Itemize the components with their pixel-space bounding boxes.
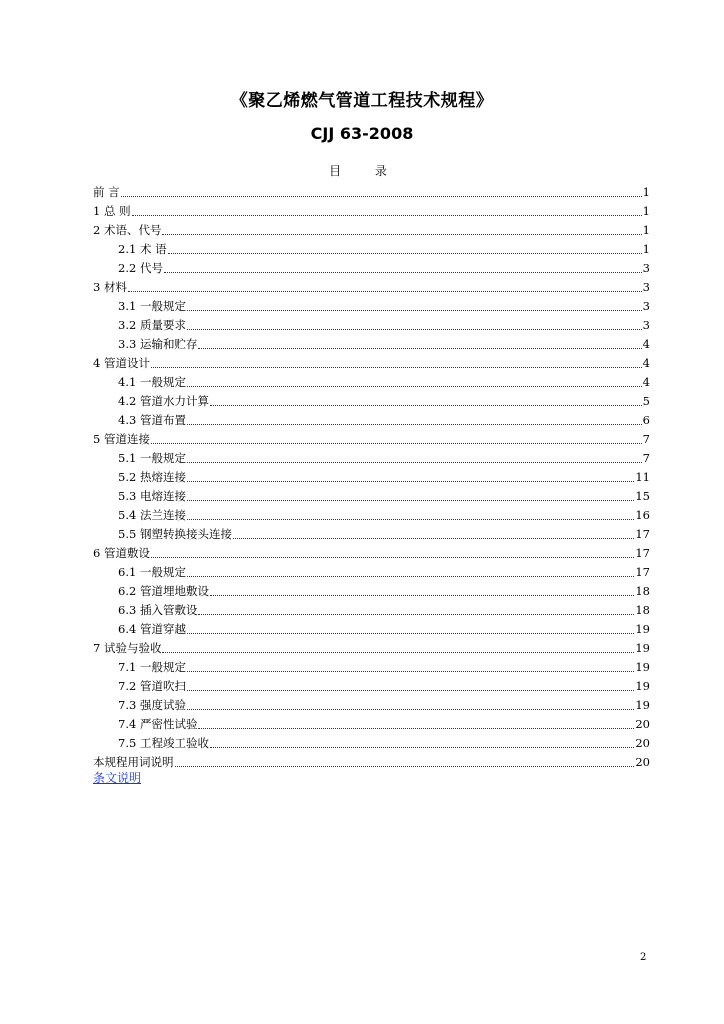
toc-entry-label: 6.1 一般规定 xyxy=(118,565,186,579)
toc-entry-label: 4 管道设计 xyxy=(93,356,150,370)
toc-entry-page: 1 xyxy=(642,204,650,218)
toc-entry-page: 4 xyxy=(642,356,650,370)
toc-entry[interactable] xyxy=(93,619,650,638)
toc-dot-leader xyxy=(198,614,634,615)
toc-entry-label: 7 试验与验收 xyxy=(93,641,162,655)
toc-entry-page: 17 xyxy=(635,546,650,560)
toc-entry-page: 19 xyxy=(635,660,650,674)
toc-entry[interactable] xyxy=(93,676,650,695)
toc-dot-leader xyxy=(187,310,642,311)
document-title: 《聚乙烯燃气管道工程技术规程》 xyxy=(230,91,494,111)
toc-entry[interactable] xyxy=(93,581,650,600)
toc-entry[interactable] xyxy=(93,695,650,714)
toc-entry[interactable] xyxy=(93,714,650,733)
toc-dot-leader xyxy=(175,766,635,767)
toc-entry[interactable] xyxy=(93,277,650,296)
toc-entry-label: 5 管道连接 xyxy=(93,432,150,446)
toc-entry-label: 3.3 运输和贮存 xyxy=(118,337,198,351)
toc-entry-page: 18 xyxy=(635,603,650,617)
toc-dot-leader xyxy=(187,576,634,577)
provision-explanation-link[interactable]: 条文说明 xyxy=(93,771,142,785)
page-number: 2 xyxy=(640,952,647,963)
toc-entry-label: 本规程用词说明 xyxy=(93,755,174,769)
toc-entry[interactable] xyxy=(93,505,650,524)
toc-entry-page: 19 xyxy=(635,698,650,712)
toc-entry-page: 6 xyxy=(642,413,650,427)
toc-dot-leader xyxy=(162,234,641,235)
toc-entry-label: 4.1 一般规定 xyxy=(118,375,186,389)
toc-entry[interactable] xyxy=(93,372,650,391)
toc-dot-leader xyxy=(151,443,642,444)
toc-dot-leader xyxy=(210,747,634,748)
toc-entry[interactable] xyxy=(93,486,650,505)
toc-entry-page: 11 xyxy=(635,470,650,484)
toc-dot-leader xyxy=(210,405,642,406)
toc-entry[interactable] xyxy=(93,353,650,372)
toc-entry-label: 1 总 则 xyxy=(93,204,131,218)
toc-entry[interactable] xyxy=(93,334,650,353)
toc-entry-label: 5.5 钢塑转换接头连接 xyxy=(118,527,232,541)
toc-entry[interactable] xyxy=(93,220,650,239)
toc-dot-leader xyxy=(187,329,642,330)
toc-dot-leader xyxy=(128,291,642,292)
toc-entry[interactable] xyxy=(93,733,650,752)
toc-entry-page: 20 xyxy=(635,717,650,731)
toc-entry-page: 3 xyxy=(642,280,650,294)
toc-entry[interactable] xyxy=(93,429,650,448)
toc-entry[interactable] xyxy=(93,467,650,486)
toc-entry[interactable] xyxy=(93,524,650,543)
toc-entry-page: 1 xyxy=(642,242,650,256)
toc-entry-page: 19 xyxy=(635,679,650,693)
toc-entry-page: 15 xyxy=(635,489,650,503)
toc-entry-page: 7 xyxy=(642,451,650,465)
toc-entry-label: 7.1 一般规定 xyxy=(118,660,186,674)
toc-entry[interactable] xyxy=(93,391,650,410)
toc-entry[interactable] xyxy=(93,258,650,277)
toc-entry-label: 5.1 一般规定 xyxy=(118,451,186,465)
toc-entry-page: 17 xyxy=(635,527,650,541)
toc-dot-leader xyxy=(132,215,642,216)
toc-entry-page: 20 xyxy=(635,736,650,750)
toc-entry-page: 7 xyxy=(642,432,650,446)
toc-entry[interactable] xyxy=(93,657,650,676)
toc-entry-page: 18 xyxy=(635,584,650,598)
toc-dot-leader xyxy=(187,690,634,691)
toc-entry-page: 19 xyxy=(635,641,650,655)
toc-entry-page: 3 xyxy=(642,261,650,275)
toc-entry[interactable] xyxy=(93,562,650,581)
toc-entry[interactable] xyxy=(93,448,650,467)
toc-dot-leader xyxy=(187,500,634,501)
toc-entry-label: 3.2 质量要求 xyxy=(118,318,186,332)
toc-dot-leader xyxy=(187,671,634,672)
toc-entry[interactable] xyxy=(93,315,650,334)
toc-dot-leader xyxy=(168,253,642,254)
toc-entry[interactable] xyxy=(93,543,650,562)
toc-dot-leader xyxy=(187,481,634,482)
toc-entry-page: 3 xyxy=(642,318,650,332)
toc-entry-page: 4 xyxy=(642,337,650,351)
toc-entry[interactable] xyxy=(93,410,650,429)
toc-entry-page: 16 xyxy=(635,508,650,522)
toc-entry-label: 6.3 插入管敷设 xyxy=(118,603,198,617)
toc-entry-page: 3 xyxy=(642,299,650,313)
toc-entry-label: 5.4 法兰连接 xyxy=(118,508,186,522)
toc-dot-leader xyxy=(198,348,641,349)
toc-entry[interactable] xyxy=(93,638,650,657)
toc-entry-label: 2.2 代号 xyxy=(118,261,163,275)
toc-entry-label: 5.2 热熔连接 xyxy=(118,470,186,484)
toc-entry[interactable] xyxy=(93,752,650,771)
toc-entry[interactable] xyxy=(93,239,650,258)
toc-entry[interactable] xyxy=(93,600,650,619)
toc-entry[interactable] xyxy=(93,296,650,315)
toc-dot-leader xyxy=(187,462,642,463)
toc-dot-leader xyxy=(198,728,634,729)
toc-entry-label: 6.2 管道埋地敷设 xyxy=(118,584,209,598)
toc-entry-label: 2 术语、代号 xyxy=(93,223,162,237)
toc-entry-label: 4.3 管道布置 xyxy=(118,413,186,427)
toc-entry-page: 5 xyxy=(642,394,650,408)
toc-entry-page: 4 xyxy=(642,375,650,389)
toc-dot-leader xyxy=(187,633,634,634)
toc-entry-label: 6 管道敷设 xyxy=(93,546,150,560)
toc-entry-label: 7.4 严密性试验 xyxy=(118,717,198,731)
toc-entry-label: 3.1 一般规定 xyxy=(118,299,186,313)
toc-entry-page: 19 xyxy=(635,622,650,636)
toc-entry-page: 1 xyxy=(642,223,650,237)
toc-dot-leader xyxy=(187,386,642,387)
toc-dot-leader xyxy=(162,652,634,653)
toc-heading: 目 录 xyxy=(329,164,395,178)
toc-dot-leader xyxy=(151,367,642,368)
toc-dot-leader xyxy=(121,196,642,197)
toc-entry-label: 7.2 管道吹扫 xyxy=(118,679,186,693)
toc-dot-leader xyxy=(233,538,634,539)
toc-entry-label: 2.1 术 语 xyxy=(118,242,167,256)
toc-entry-label: 7.5 工程竣工验收 xyxy=(118,736,209,750)
toc-dot-leader xyxy=(210,595,634,596)
toc-entry[interactable] xyxy=(93,201,650,220)
toc-entry-page: 1 xyxy=(642,185,650,199)
toc-entry-label: 前 言 xyxy=(93,185,120,199)
toc-dot-leader xyxy=(164,272,642,273)
standard-code: CJJ 63-2008 xyxy=(310,124,414,143)
toc-entry-label: 6.4 管道穿越 xyxy=(118,622,186,636)
toc-entry-label: 5.3 电熔连接 xyxy=(118,489,186,503)
toc-entry-page: 20 xyxy=(635,755,650,769)
toc-entry-label: 3 材料 xyxy=(93,280,127,294)
toc-entry-label: 4.2 管道水力计算 xyxy=(118,394,209,408)
toc-dot-leader xyxy=(187,519,634,520)
toc-dot-leader xyxy=(151,557,634,558)
toc-entry-label: 7.3 强度试验 xyxy=(118,698,186,712)
table-of-contents xyxy=(93,182,650,771)
toc-entry[interactable] xyxy=(93,182,650,201)
toc-entry-page: 17 xyxy=(635,565,650,579)
toc-dot-leader xyxy=(187,709,634,710)
toc-dot-leader xyxy=(187,424,642,425)
